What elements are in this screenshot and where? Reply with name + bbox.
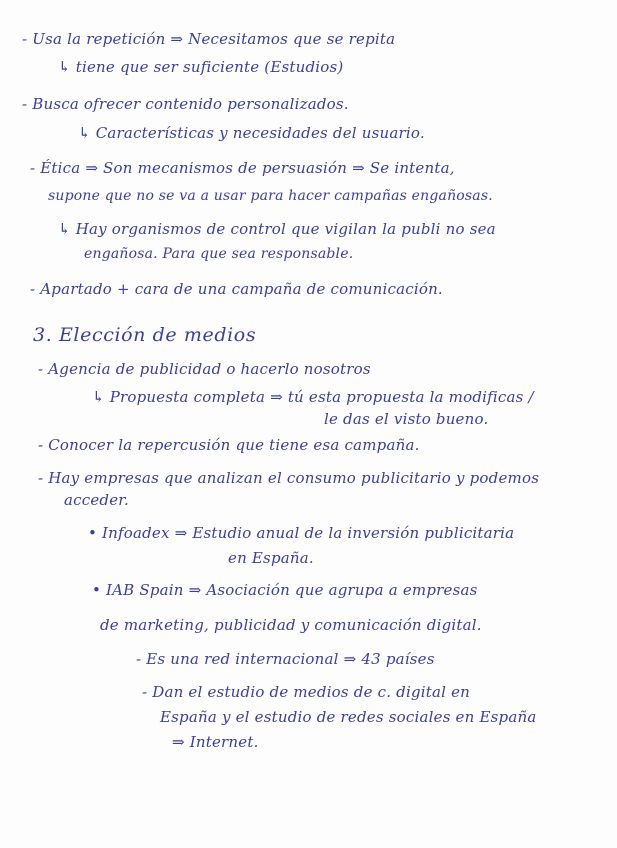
note-line-repercusion: - Conocer la repercusión que tiene esa campaña. [38, 436, 420, 454]
note-line-visto-bueno: le das el visto bueno. [324, 410, 489, 428]
note-line-estudio-medios: - Dan el estudio de medios de c. digital en [142, 683, 471, 701]
note-line-marketing: de marketing, publicidad y comunicación digital. [100, 616, 482, 634]
note-line-organismos: ↳ Hay organismos de control que vigilan la publi no sea [58, 220, 496, 238]
note-line-iab-spain: • IAB Spain ⇒ Asociación que agrupa a empresas [92, 581, 478, 599]
note-line-empresas: - Hay empresas que analizan el consumo publicitario y podemos [38, 469, 540, 487]
section-heading-eleccion-medios: 3. Elección de medios [33, 324, 257, 346]
note-line-agencia: - Agencia de publicidad o hacerlo nosotros [38, 360, 371, 378]
note-line-apartado: - Apartado + cara de una campaña de comunicación. [30, 280, 443, 298]
note-line-suficiente: ↳ tiene que ser suficiente (Estudios) [58, 58, 344, 76]
note-line-red-internacional: - Es una red internacional ⇒ 43 países [136, 650, 435, 668]
note-line-contenido: - Busca ofrecer contenido personalizados. [22, 95, 349, 113]
note-line-caracteristicas: ↳ Características y necesidades del usuario. [78, 124, 425, 142]
note-line-redes-sociales: España y el estudio de redes sociales en España [160, 708, 537, 726]
note-line-etica: - Ética ⇒ Son mecanismos de persuasión ⇒ Se intenta, [30, 159, 455, 177]
note-line-repeticion: - Usa la repetición ⇒ Necesitamos que se repita [22, 30, 396, 48]
note-line-engañosas: supone que no se va a usar para hacer campañas engañosas. [48, 188, 493, 204]
note-line-acceder: acceder. [64, 491, 129, 509]
note-line-internet: ⇒ Internet. [172, 733, 259, 751]
note-line-responsable: engañosa. Para que sea responsable. [84, 246, 354, 262]
note-line-infoadex: • Infoadex ⇒ Estudio anual de la inversión publicitaria [88, 524, 515, 542]
note-line-propuesta: ↳ Propuesta completa ⇒ tú esta propuesta la modificas / [92, 388, 534, 406]
note-line-en-espana: en España. [228, 549, 314, 567]
